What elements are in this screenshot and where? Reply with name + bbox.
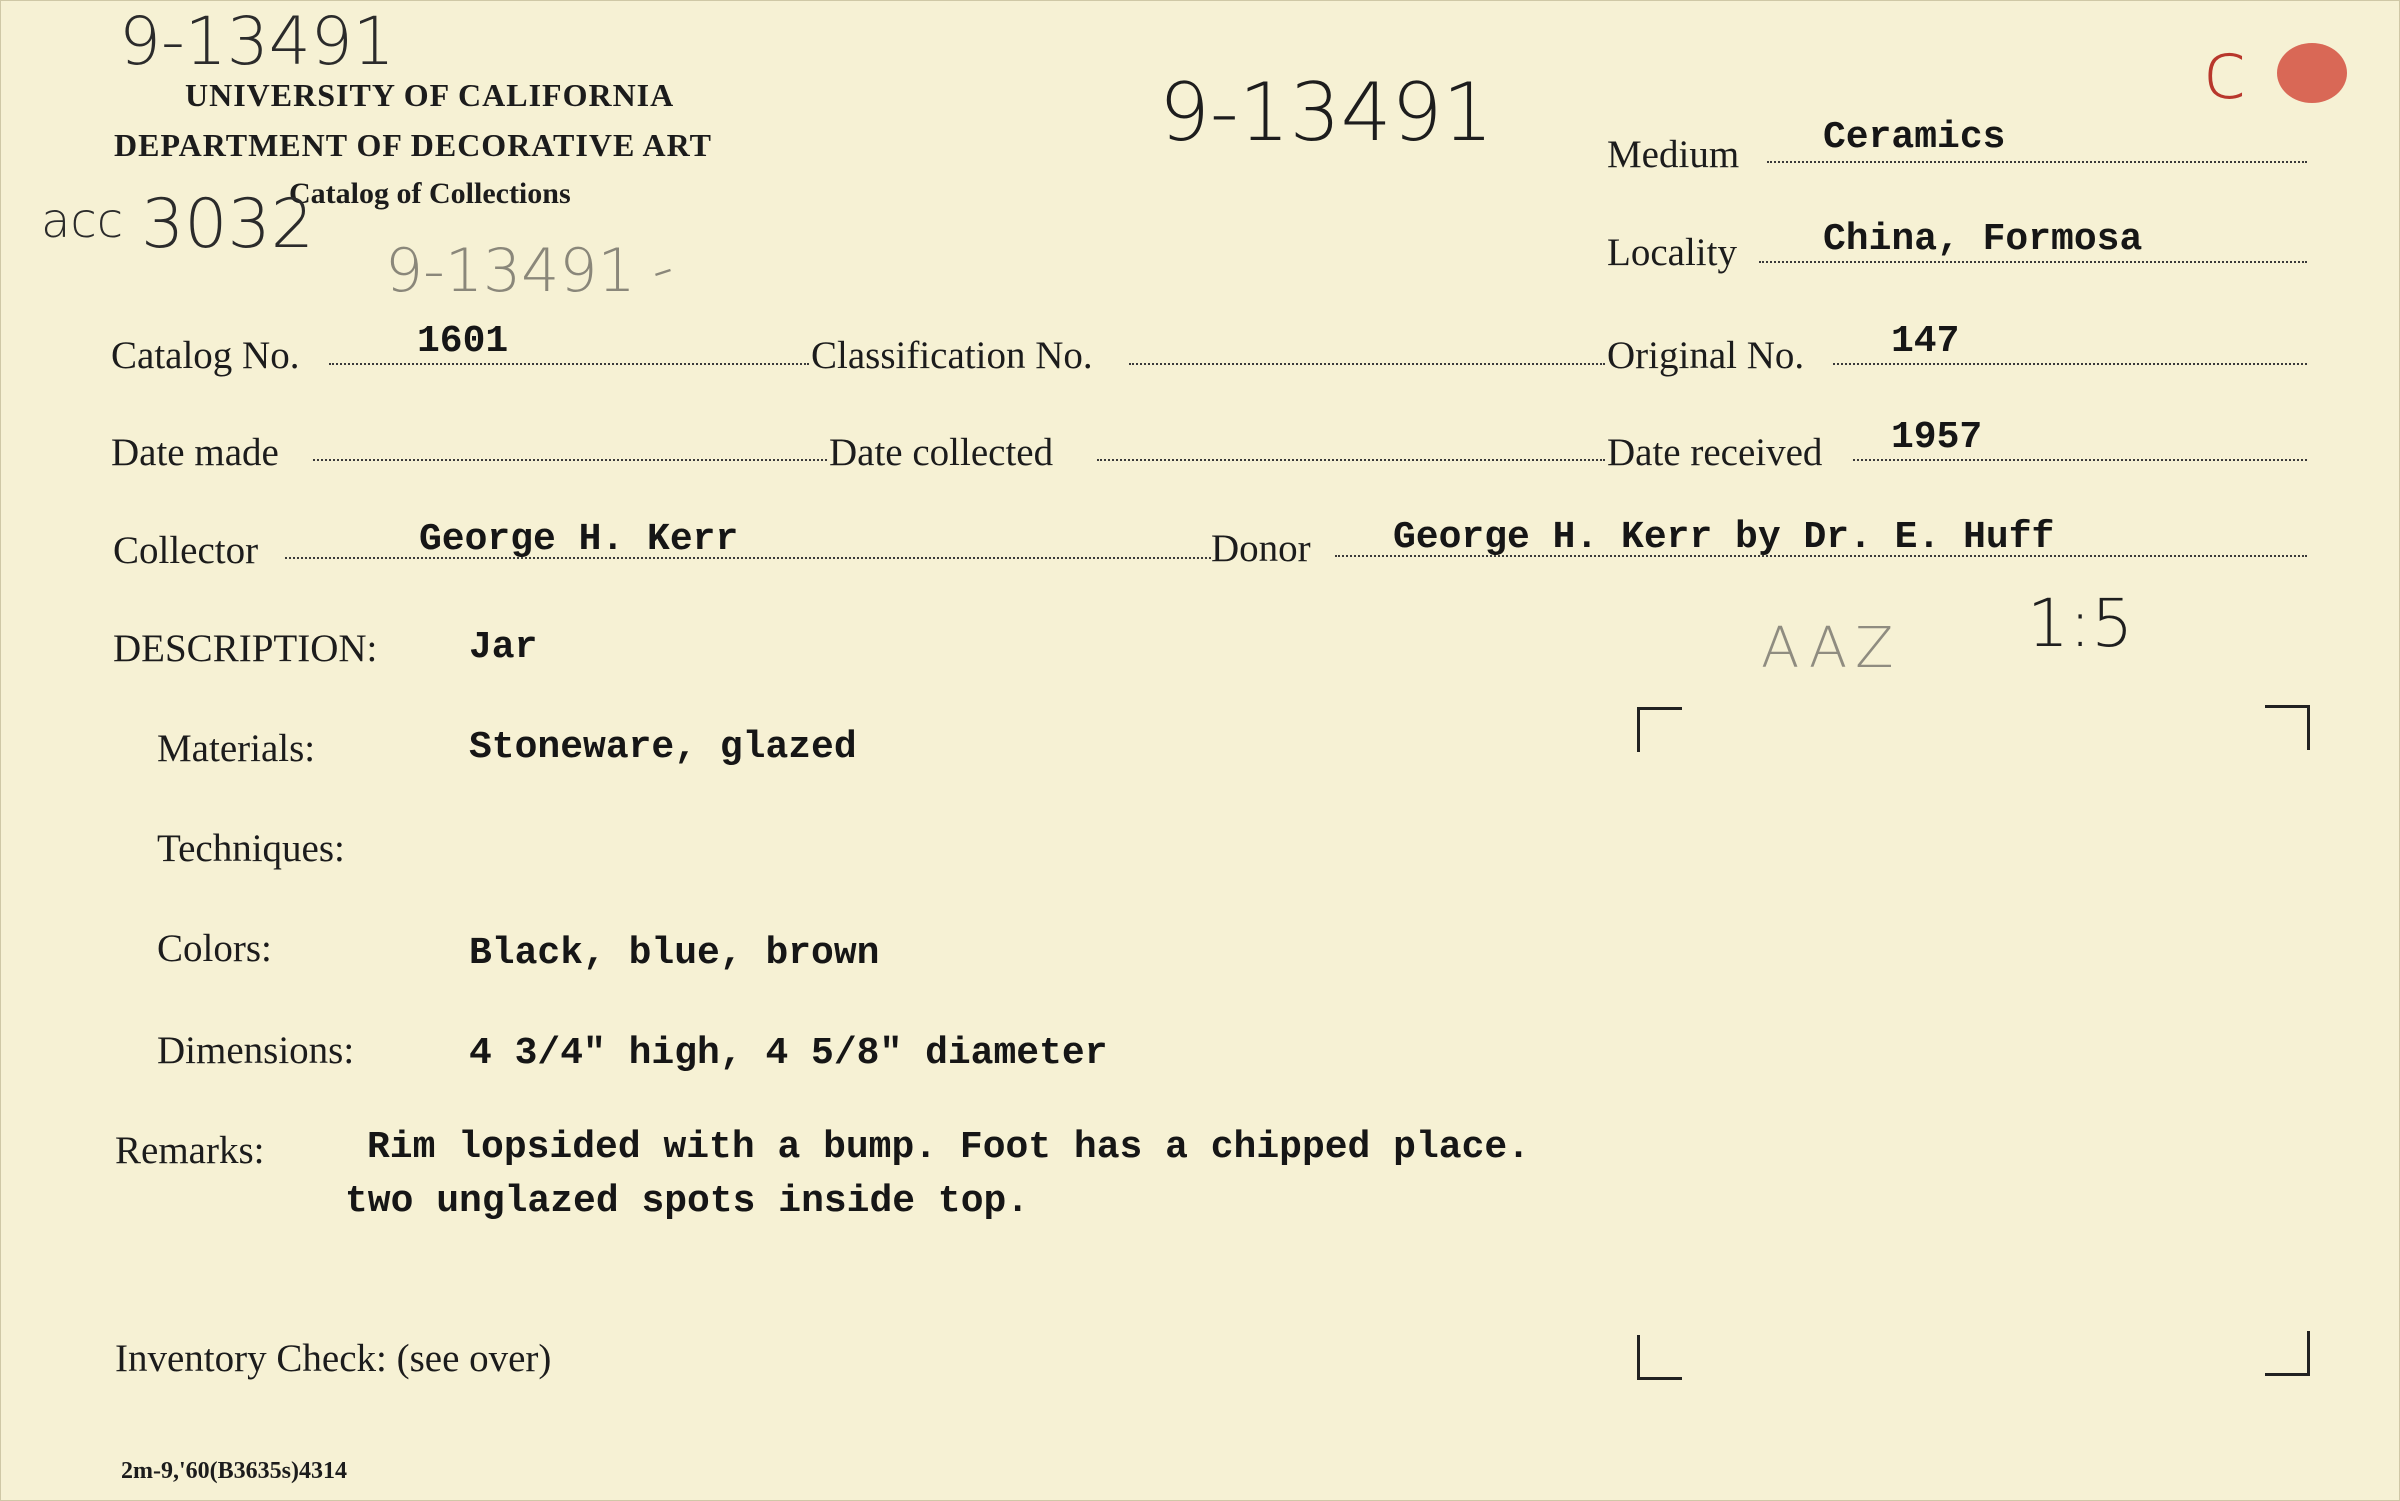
date-collected-dots xyxy=(1097,459,1605,461)
red-letter-c: c xyxy=(2203,24,2247,117)
red-dot-mark xyxy=(2277,43,2347,103)
catalog-no-label: Catalog No. xyxy=(111,334,300,377)
collector-label: Collector xyxy=(113,529,259,572)
handwritten-center-number: 9-13491 xyxy=(1159,66,1494,159)
remarks-line-2: two unglazed spots inside top. xyxy=(345,1180,1030,1223)
locality-value: China, Formosa xyxy=(1823,218,2143,261)
colors-value: Black, blue, brown xyxy=(469,932,880,975)
catalog-no-value: 1601 xyxy=(417,320,509,363)
donor-value: George H. Kerr by Dr. E. Huff xyxy=(1393,516,2055,559)
original-no-label: Original No. xyxy=(1607,334,1805,377)
classification-no-dots xyxy=(1129,363,1605,365)
handwritten-top-number: 9-13491 xyxy=(119,3,395,80)
locality-dots xyxy=(1759,261,2307,263)
donor-label: Donor xyxy=(1211,527,1311,570)
department-heading: DEPARTMENT OF DECORATIVE ART xyxy=(114,127,712,163)
handwritten-acc-prefix: acc xyxy=(41,193,124,249)
corner-bottom-right xyxy=(2265,1331,2310,1376)
corner-bottom-left xyxy=(1637,1335,1682,1380)
description-label: DESCRIPTION: xyxy=(113,627,378,670)
catalog-no-dots xyxy=(329,363,809,365)
date-received-dots xyxy=(1853,459,2307,461)
handwritten-ratio: 1:5 xyxy=(2027,585,2134,662)
pencil-number: 9-13491 xyxy=(385,236,636,306)
original-no-value: 147 xyxy=(1891,320,1960,363)
handwritten-code: AAZ xyxy=(1761,616,1902,681)
catalog-heading: Catalog of Collections xyxy=(289,177,571,210)
date-received-label: Date received xyxy=(1607,431,1823,474)
medium-dots xyxy=(1767,161,2307,163)
medium-value: Ceramics xyxy=(1823,116,2006,159)
classification-no-label: Classification No. xyxy=(811,334,1093,377)
collector-value: George H. Kerr xyxy=(419,518,739,561)
materials-value: Stoneware, glazed xyxy=(469,726,857,769)
colors-label: Colors: xyxy=(157,927,272,970)
corner-top-right xyxy=(2265,705,2310,750)
locality-label: Locality xyxy=(1607,231,1737,274)
dimensions-label: Dimensions: xyxy=(157,1029,355,1072)
date-collected-label: Date collected xyxy=(829,431,1054,474)
date-made-dots xyxy=(313,459,827,461)
inventory-check: Inventory Check: (see over) xyxy=(115,1337,552,1380)
description-value: Jar xyxy=(469,626,538,669)
techniques-label: Techniques: xyxy=(157,827,345,870)
university-heading: UNIVERSITY OF CALIFORNIA xyxy=(185,77,675,113)
original-no-dots xyxy=(1833,363,2307,365)
handwritten-acc-number: 3032 xyxy=(141,185,315,264)
remarks-line-1: Rim lopsided with a bump. Foot has a chipped place. xyxy=(367,1126,1530,1169)
dimensions-value: 4 3/4" high, 4 5/8" diameter xyxy=(469,1032,1108,1075)
medium-label: Medium xyxy=(1607,133,1740,176)
corner-top-left xyxy=(1637,707,1682,752)
footer-code: 2m-9,'60(B3635s)4314 xyxy=(121,1458,347,1484)
date-received-value: 1957 xyxy=(1891,416,1983,459)
materials-label: Materials: xyxy=(157,727,316,770)
remarks-label: Remarks: xyxy=(115,1129,265,1172)
date-made-label: Date made xyxy=(111,431,279,474)
pencil-dash: - xyxy=(640,232,683,306)
